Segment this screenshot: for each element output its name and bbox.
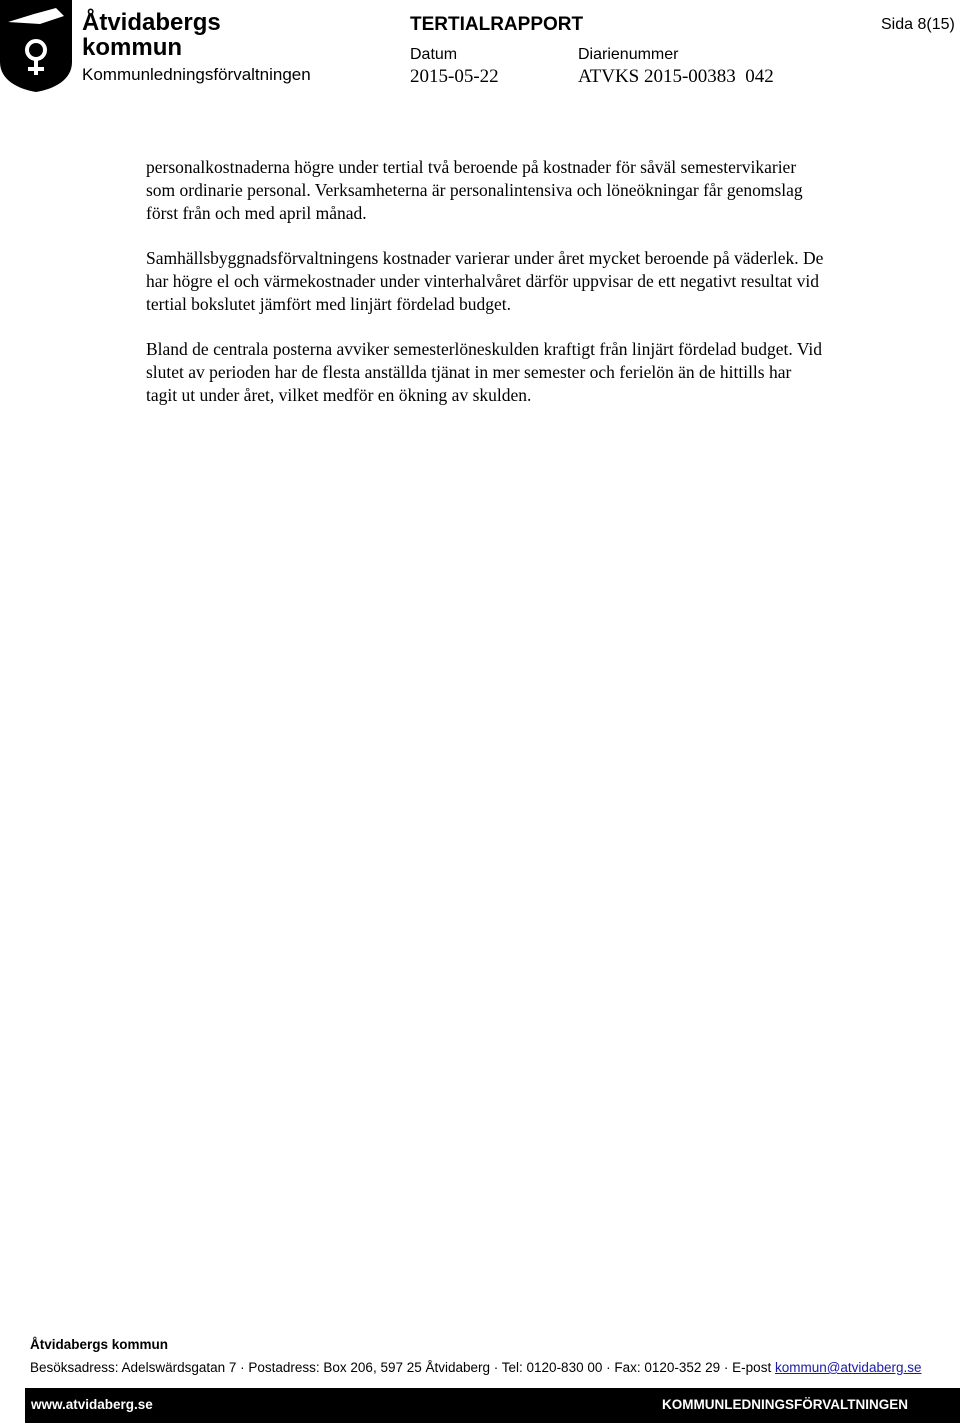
document-body [146,156,826,429]
footer-contact-line [30,1360,950,1375]
org-name: Åtvidabergs kommun [82,9,221,61]
page-number: Sida 8(15) [881,16,955,33]
date-value: 2015-05-22 [410,66,499,87]
registration-label: Diarienummer [578,46,679,63]
paragraph: Samhällsbyggnadsförvaltningens kostnader varierar under året mycket beroende på väderlek. De har högre el och värmekostnader under vinterhalvåret därför uppvisar de ett negativt resultat vid tertial bokslutet jämfört med linjärt fördelad budget. [146,248,824,314]
org-department: Kommunledningsförvaltningen [82,65,311,84]
date-label: Datum [410,46,458,63]
footer-department: KOMMUNLEDNINGSFÖRVALTNINGEN [662,1397,908,1412]
footer-website-link[interactable]: www.atvidaberg.se [31,1397,153,1412]
coat-of-arms-logo [0,0,72,92]
footer-email-link[interactable]: kommun@atvidaberg.se [774,1360,922,1375]
footer-address: Besöksadress: Adelswärdsgatan 7 · Postadress: Box 206, 597 25 Åtvidaberg · Tel: 0120-830 00 · Fax: 0120-352 29 · E-post [30,1360,775,1375]
paragraph: personalkostnaderna högre under tertial två beroende på kostnader för såväl semestervikarier som ordinarie personal. Verksamheterna är personalintensiva och löneökningar får genomslag först från och med april månad. [146,157,803,223]
footer-bar [25,1388,960,1423]
paragraph: Bland de centrala posterna avviker semesterlöneskulden kraftigt från linjärt fördelad budget. Vid slutet av perioden har de flesta anställda tjänat in mer semester och ferielön än de hittills har tagit ut under året, vilket medför en ökning av skulden. [146,339,823,405]
registration-value: ATVKS 2015-00383 042 [578,66,774,87]
document-title: TERTIALRAPPORT [410,14,584,35]
footer-org-name: Åtvidabergs kommun [30,1337,169,1352]
